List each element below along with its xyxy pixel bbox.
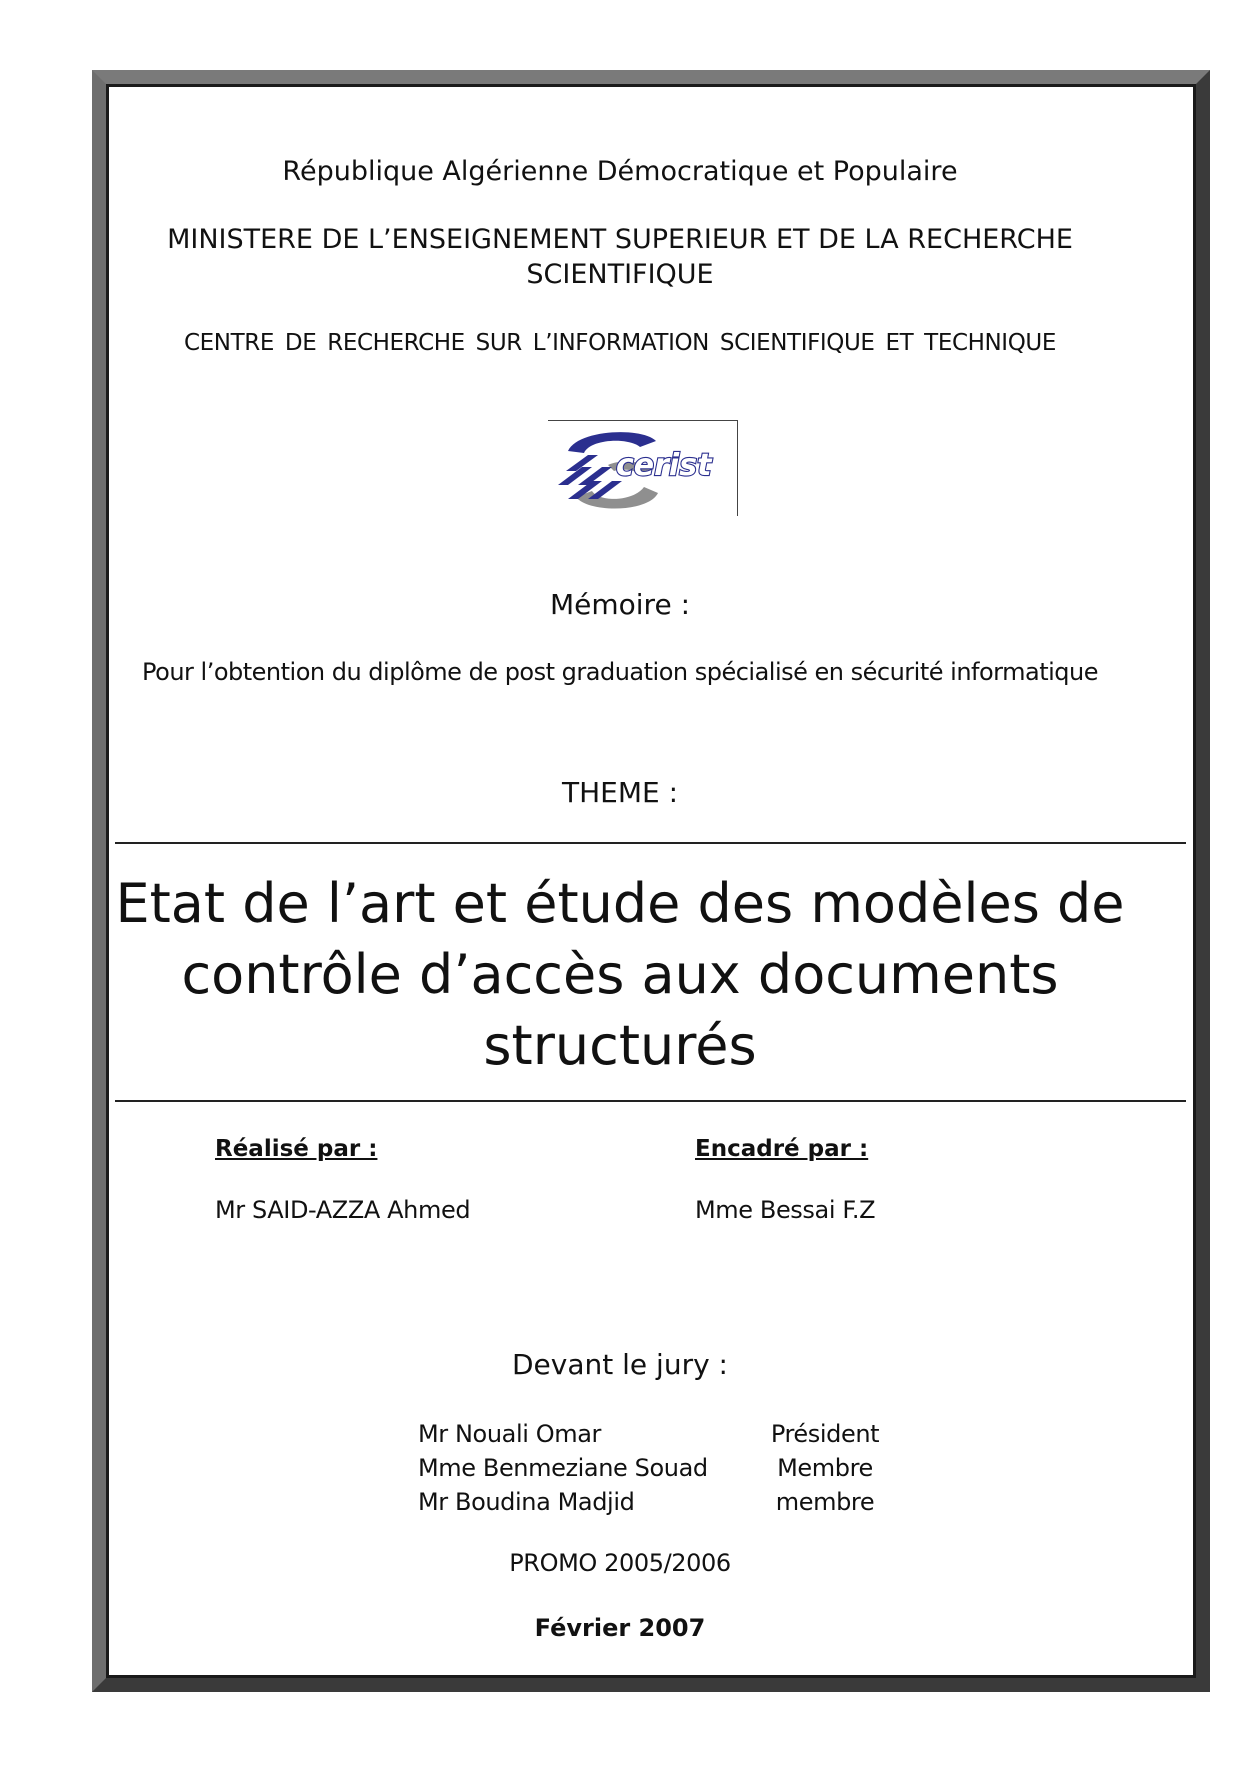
submission-date: Février 2007 — [534, 1614, 706, 1642]
ministere-line-2: SCIENTIFIQUE — [526, 259, 714, 290]
thesis-title-line-2: contrôle d’accès aux documents — [181, 943, 1059, 1006]
republique-heading: République Algérienne Démocratique et Populaire — [282, 156, 958, 187]
centre-heading: CENTRE DE RECHERCHE SUR L’INFORMATION SCIENTIFIQUE ET TECHNIQUE — [184, 330, 1056, 356]
jury-member-name: Mr Nouali Omar — [418, 1420, 601, 1448]
cerist-logo — [548, 420, 738, 516]
promo-year: PROMO 2005/2006 — [509, 1549, 731, 1577]
jury-roles-column — [740, 1417, 910, 1519]
realise-par-label: Réalisé par : — [215, 1136, 378, 1162]
cerist-logo-graphic — [548, 421, 736, 516]
ministere-line-1: MINISTERE DE L’ENSEIGNEMENT SUPERIEUR ET DE LA RECHERCHE — [167, 224, 1073, 255]
theme-label: THEME : — [561, 776, 679, 809]
thesis-title — [0, 868, 1240, 1081]
jury-member-role: Membre — [777, 1454, 873, 1482]
title-divider-bottom — [115, 1100, 1186, 1102]
ministere-heading — [0, 222, 1240, 292]
title-divider-top — [115, 842, 1186, 844]
jury-names-column — [418, 1417, 708, 1519]
thesis-title-line-1: Etat de l’art et étude des modèles de — [115, 872, 1125, 935]
memoire-label: Mémoire : — [549, 588, 691, 621]
jury-label: Devant le jury : — [512, 1348, 728, 1381]
jury-member-role: membre — [775, 1488, 875, 1516]
encadre-par-label: Encadré par : — [695, 1136, 869, 1162]
memoire-purpose: Pour l’obtention du diplôme de post graduation spécialisé en sécurité informatique — [142, 658, 1098, 686]
jury-member-role: Président — [770, 1420, 880, 1448]
jury-member-name: Mr Boudina Madjid — [418, 1488, 635, 1516]
thesis-title-line-3: structurés — [483, 1014, 757, 1077]
author-name: Mr SAID-AZZA Ahmed — [215, 1196, 471, 1224]
logo-wordmark: cerist — [616, 448, 712, 483]
supervisor-name: Mme Bessai F.Z — [695, 1196, 876, 1224]
jury-member-name: Mme Benmeziane Souad — [418, 1454, 708, 1482]
